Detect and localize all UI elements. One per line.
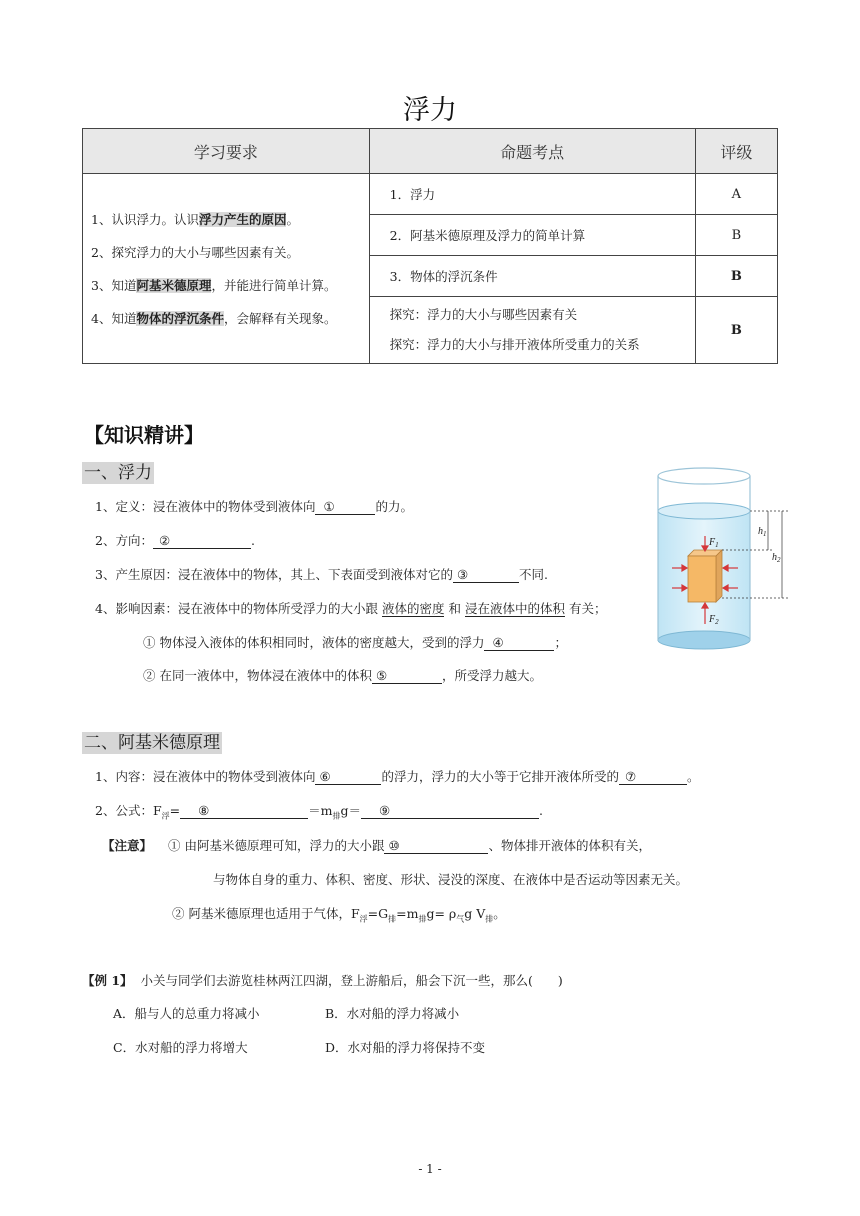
blank-5: ⑤: [372, 668, 442, 684]
grade-3: B: [695, 256, 777, 297]
requirement-4: 4、知道物体的浮沉条件，会解释有关现象。: [91, 310, 337, 326]
topic-3: 3．物体的浮沉条件: [369, 256, 695, 297]
page-title: 浮力: [403, 95, 457, 126]
label-h2: $h_2$: [772, 552, 781, 564]
label-f2: $F_2$: [709, 614, 719, 626]
requirements-table: [82, 128, 778, 364]
topic-2: 2．阿基米德原理及浮力的简单计算: [369, 215, 695, 256]
knowledge-title: 【知识精讲】: [84, 423, 204, 447]
factor-sub-1: ① 物体浸入液体的体积相同时，液体的密度越大，受到的浮力 ④ ；: [143, 635, 567, 650]
page-number: - 1 -: [418, 1162, 442, 1176]
grade-explore: B: [695, 297, 777, 364]
blank-9: ⑨: [361, 803, 539, 819]
blank-6: ⑥: [315, 769, 381, 785]
note-1-line: 【注意】 ① 由阿基米德原理可知，浮力的大小跟 ⑩ 、物体排开液体的体积有关，: [102, 838, 651, 853]
explore-line-1: 探究：浮力的大小与哪些因素有关: [389, 307, 578, 322]
factor-sub-2: ② 在同一液体中，物体浸在液体中的体积 ⑤ ，所受浮力越大。: [143, 668, 542, 683]
cause-line: 3、产生原因：浸在液体中的物体，其上、下表面受到液体对它的 ③ 不同.: [95, 567, 548, 582]
explore-line-2: 探究：浮力的大小与排开液体所受重力的关系: [389, 337, 640, 352]
header-topics: 命题考点: [369, 129, 695, 174]
formula-line: 2、公式：$F_浮=$ ⑧ $=m_排g=$ ⑨ .: [95, 803, 543, 821]
requirement-1: 1、认识浮力。认识浮力产生的原因。: [91, 211, 299, 227]
archimedes-content-line: 1、内容：浸在液体中的物体受到液体向 ⑥ 的浮力，浮力的大小等于它排开液体所受的 ⑦ 。: [95, 769, 700, 784]
buoyancy-cylinder-figure: [650, 464, 790, 656]
option-b: B．水对船的浮力将减小: [325, 1006, 460, 1021]
blank-3: ③: [453, 567, 519, 583]
blank-8: ⑧: [180, 803, 308, 819]
section-2-heading: 二、阿基米德原理: [84, 733, 220, 753]
option-a: A．船与人的总重力将减小: [113, 1006, 260, 1021]
blank-4: ④: [484, 635, 554, 651]
header-requirements: 学习要求: [83, 129, 370, 174]
factors-line: 4、影响因素：浸在液体中的物体所受浮力的大小跟 液体的密度 和 浸在液体中的体积 有关；: [95, 601, 607, 616]
blank-2: ②: [153, 533, 251, 549]
blank-10: ⑩: [384, 838, 488, 854]
topic-explore: [369, 297, 695, 364]
option-d: D．水对船的浮力将保持不变: [325, 1040, 486, 1055]
grade-1: A: [695, 174, 777, 215]
note-1-continuation: 与物体自身的重力、体积、密度、形状、浸没的深度、在液体中是否运动等因素无关。: [213, 872, 689, 887]
requirements-cell: [83, 174, 370, 364]
label-h1: $h_1$: [758, 526, 767, 538]
example-1-question: 【例 1】 小关与同学们去游览桂林两江四湖，登上游船后，船会下沉一些，那么( ): [82, 973, 563, 988]
definition-line: 1、定义：浸在液体中的物体受到液体向 ① 的力。: [95, 499, 413, 514]
requirement-3: 3、知道阿基米德原理，并能进行简单计算。: [91, 277, 337, 293]
blank-7: ⑦: [619, 769, 687, 785]
example-tag: 【例 1】: [82, 973, 133, 988]
option-c: C．水对船的浮力将增大: [113, 1040, 248, 1055]
header-grade: 评级: [695, 129, 777, 174]
label-f1: $F_1$: [709, 537, 719, 549]
direction-line: 2、方向： ② .: [95, 533, 255, 548]
table-header-row: [83, 129, 778, 174]
section-1-heading: 一、浮力: [84, 463, 152, 483]
blank-1: ①: [315, 499, 375, 515]
note-2-line: ② 阿基米德原理也适用于气体，$F_浮=G_排=m_排g= \rho_气g$ $V_排$。: [172, 906, 506, 924]
topic-1: 1．浮力: [369, 174, 695, 215]
grade-2: B: [695, 215, 777, 256]
note-tag: 【注意】: [102, 838, 153, 853]
requirement-2: 2、探究浮力的大小与哪些因素有关。: [91, 244, 299, 260]
